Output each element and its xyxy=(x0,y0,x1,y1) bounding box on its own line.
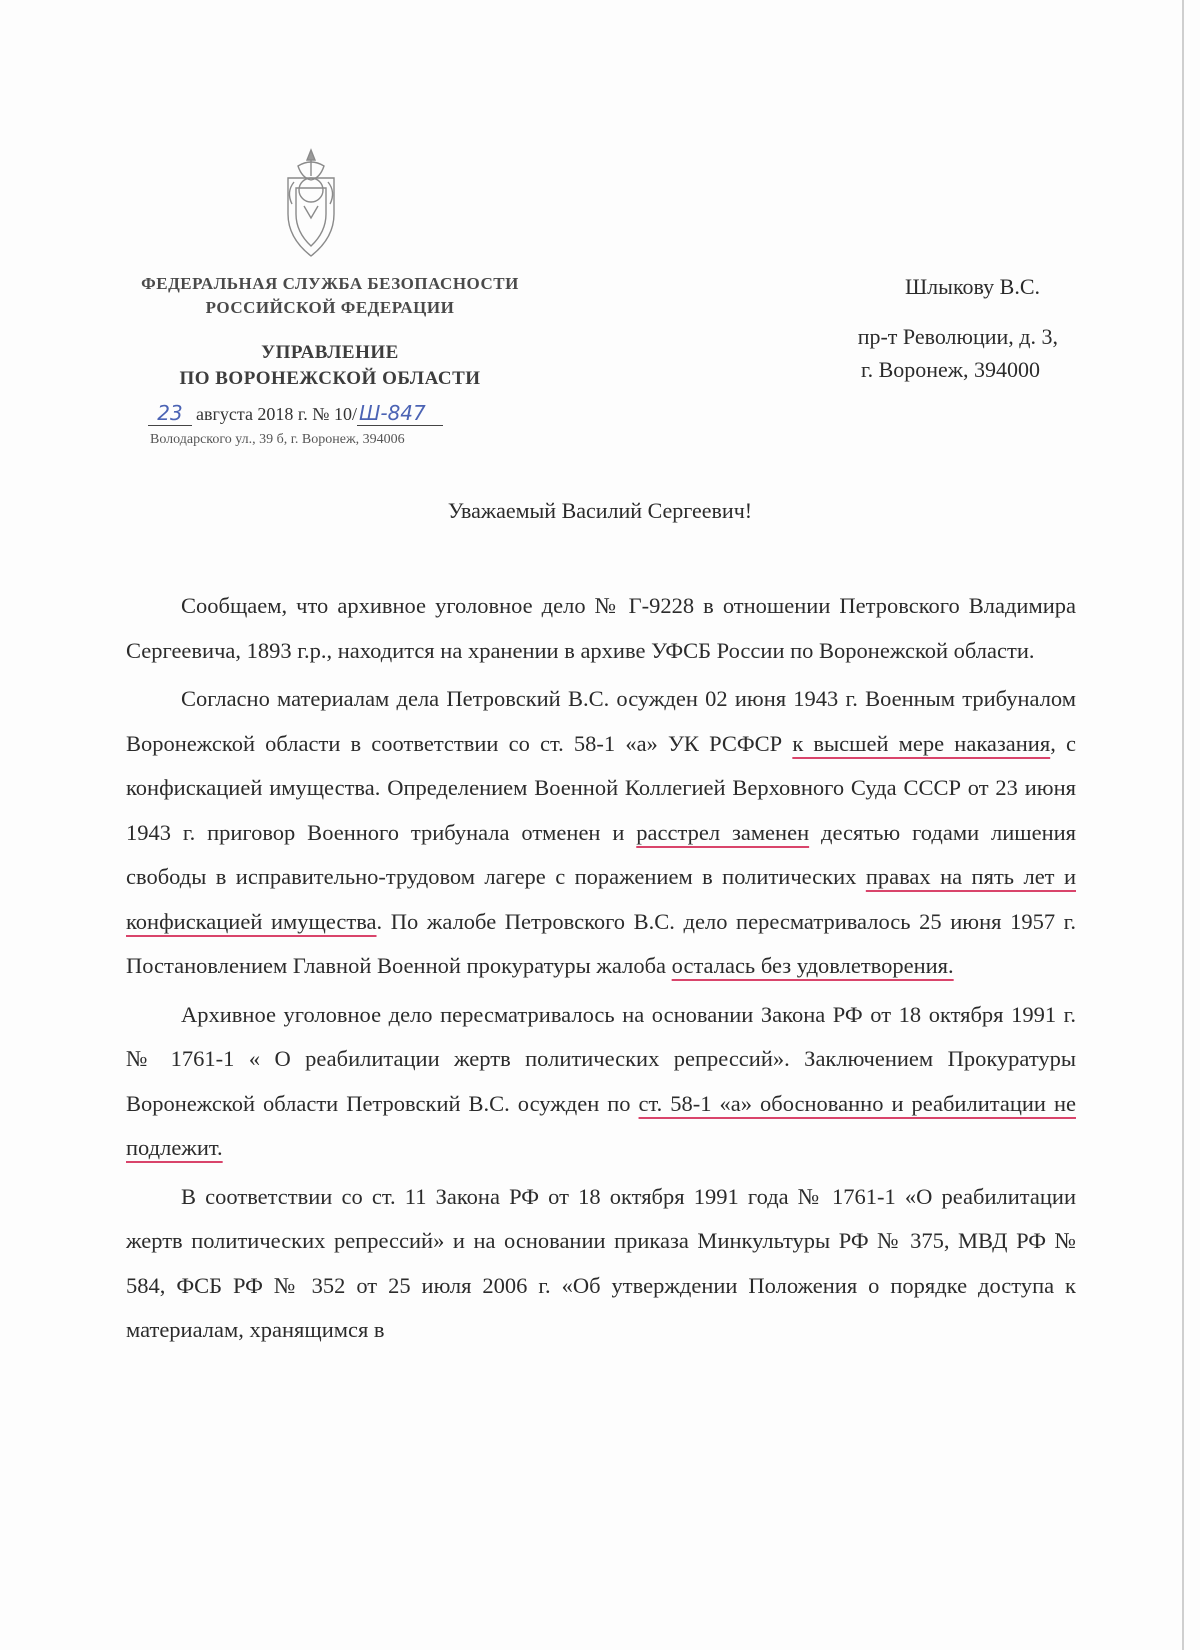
underlined-phrase-5: ст. 58-1 «а» обоснованно и реабилитации не подлежит. xyxy=(126,1090,1076,1160)
handwritten-outgoing-number: Ш-847 xyxy=(357,401,443,426)
paragraph-1: Сообщаем, что архивное уголовное дело № Г-9228 в отношении Петровского Владимира Сергеевича, 1893 г.р., находится на хранении в архиве УФСБ России по Воронежской области. xyxy=(126,593,1076,663)
letter-body xyxy=(126,584,1076,1357)
recipient-street: пр-т Революции, д. 3, xyxy=(857,324,1058,349)
paragraph-2-text-b: , с конфискацией имущества. Определением Военной Коллегией Верховного Суда СССР от 23 июня 1943 г. приговор Военного трибунала отменен и xyxy=(126,730,1076,845)
paragraph-2-text-c: десятью годами лишения свободы в исправительно-трудовом лагере с поражением в политических xyxy=(126,819,1077,889)
recipient-name: Шлыкову В.С. xyxy=(904,274,1040,299)
underlined-phrase-2: расстрел заменен xyxy=(636,819,810,845)
paragraph-2-text-d: . По жалобе Петровского В.С. дело пересматривалось 25 июня 1957 г. Постановлением Главной Военной прокуратуры жалоба xyxy=(126,908,1076,978)
org-name-line2: РОССИЙСКОЙ ФЕДЕРАЦИИ xyxy=(205,298,455,317)
date-text: августа 2018 г. № 10/ xyxy=(196,404,357,424)
greeting: Уважаемый Василий Сергеевич! xyxy=(447,498,753,523)
paragraph-3 xyxy=(126,993,1076,1171)
handwritten-date-day: 23 xyxy=(148,401,192,426)
underlined-phrase-3: правах на пять лет и конфискацией имущества xyxy=(126,864,1076,934)
org-name-line1: ФЕДЕРАЛЬНАЯ СЛУЖБА БЕЗОПАСНОСТИ xyxy=(141,274,519,293)
paragraph-4: В соответствии со ст. 11 Закона РФ от 18 октября 1991 года № 1761-1 «О реабилитации жертв политических репрессий» и на основании приказа Минкультуры РФ № 375, МВД РФ № 584, ФСБ РФ № 352 от 25 июля 2006 г. «Об утверждении Положения о порядке доступа к материалам, хранящимся в xyxy=(126,1183,1076,1342)
paragraph-2 xyxy=(126,677,1076,989)
recipient-city: г. Воронеж, 394000 xyxy=(861,357,1040,382)
department-line1: УПРАВЛЕНИЕ xyxy=(261,342,399,363)
fsb-emblem-icon xyxy=(276,148,346,260)
underlined-phrase-4: осталась без удовлетворения. xyxy=(671,953,954,978)
underlined-phrase-1: к высшей мере наказания xyxy=(792,730,1051,756)
scan-edge xyxy=(1182,0,1184,1650)
paragraph-2-text-a: Согласно материалам дела Петровский В.С. осужден 02 июня 1943 г. Военным трибуналом Воронежской области в соответствии со ст. 58-1 «а» УК РСФСР xyxy=(126,686,1076,756)
paragraph-3-text-a: Архивное уголовное дело пересматривалось на основании Закона РФ от 18 октября 1991 г. № 1761-1 « О реабилитации жертв политических репрессий». Заключением Прокуратуры Воронежской области Петровский В.С. осужден по xyxy=(126,1001,1076,1116)
date-line xyxy=(148,401,443,426)
department-line2: ПО ВОРОНЕЖСКОЙ ОБЛАСТИ xyxy=(179,368,481,389)
sender-address: Володарского ул., 39 б, г. Воронеж, 394006 xyxy=(150,432,405,447)
